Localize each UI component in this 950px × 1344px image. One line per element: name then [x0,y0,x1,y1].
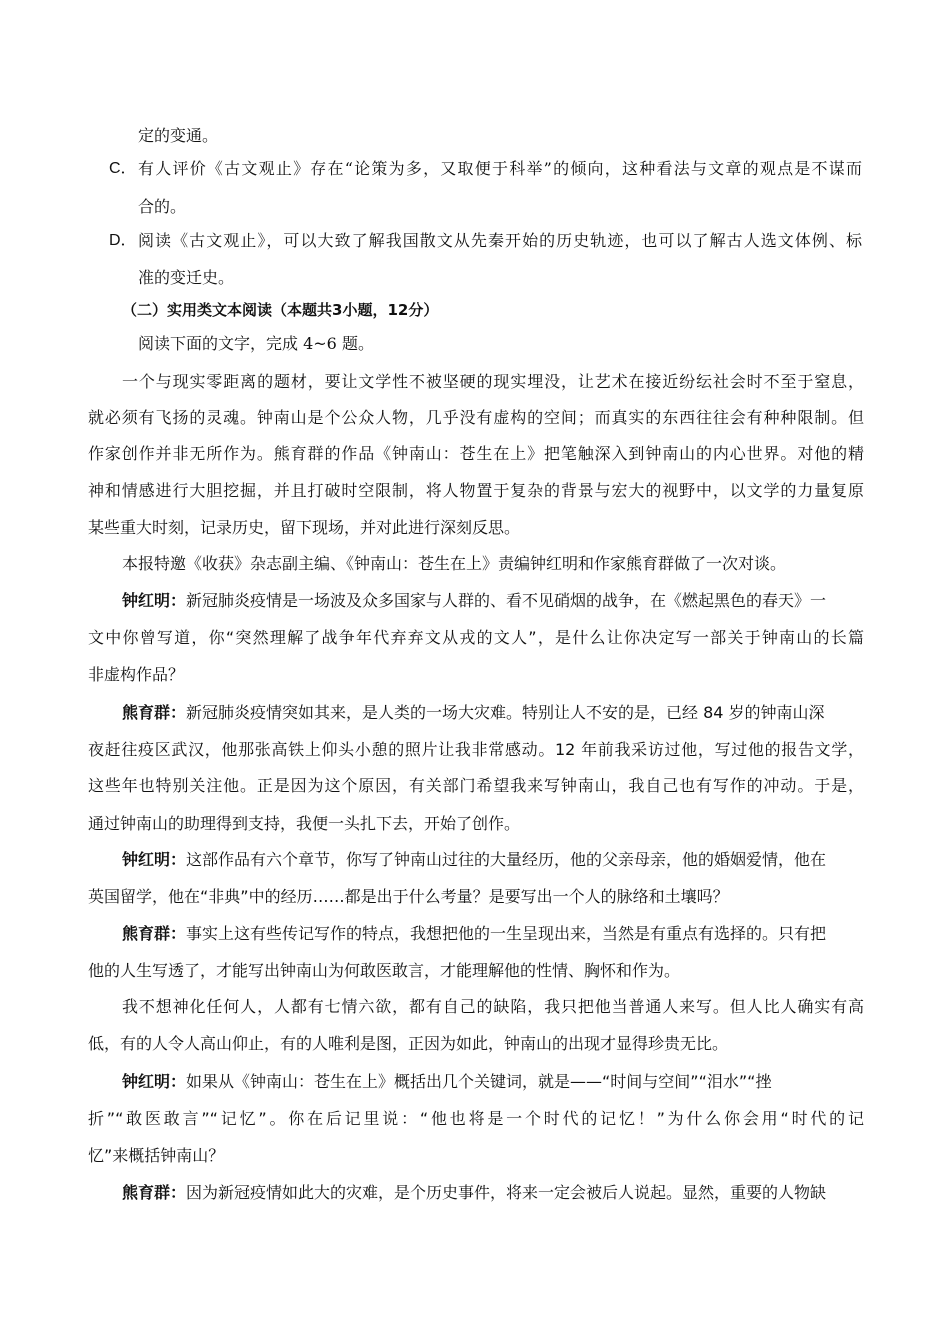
q1-speaker: 钟红明： [122,591,187,610]
q2-text1: 这部作品有六个章节，你写了钟南山过往的大量经历，他的父亲母亲，他的婚姻爱情，他在 [186,850,827,869]
a1-line2: 夜赶往疫区武汉，他那张高铁上仰头小憩的照片让我非常感动。12 年前我采访过他，写过他的报告文学， [88,740,864,759]
a2-text1: 事实上这有些传记写作的特点，我想把他的一生呈现出来，当然是有重点有选择的。只有把 [186,924,827,943]
article-p1-line1: 一个与现实零距离的题材，要让文学性不被坚硬的现实埋没，让艺术在接近纷纭社会时不至于窒息， [122,372,864,391]
a2b-line2: 低，有的人令人高山仰止，有的人唯利是图，正因为如此，钟南山的出现才显得珍贵无比。 [88,1034,729,1053]
q1-line3: 非虚构作品？ [88,665,185,684]
article-p1-line2: 就必须有飞扬的灵魂。钟南山是个公众人物，几乎没有虚构的空间；而真实的东西往往会有种种限制。但 [88,408,864,427]
a1-speaker: 熊育群： [122,703,187,722]
option-c-line2: 合的。 [138,197,187,216]
a3-text1: 因为新冠疫情如此大的灾难，是个历史事件，将来一定会被后人说起。显然，重要的人物缺 [186,1183,827,1202]
a3-line1 [122,1182,864,1204]
a3-speaker: 熊育群： [122,1183,187,1202]
q1-line1 [122,590,864,612]
q3-line1 [122,1071,864,1093]
article-p2-line1: 本报特邀《收获》杂志副主编、《钟南山：苍生在上》责编钟红明和作家熊育群做了一次对谈。 [122,554,787,573]
a2b-line1: 我不想神化任何人，人都有七情六欲，都有自己的缺陷，我只把他当普通人来写。但人比人确实有高 [122,997,864,1016]
a2-line1 [122,923,864,945]
q1-text1: 新冠肺炎疫情是一场波及众多国家与人群的、看不见硝烟的战争，在《燃起黑色的春天》一 [186,591,827,610]
q2-line2: 英国留学，他在“非典”中的经历……都是出于什么考量？是要写出一个人的脉络和土壤吗？ [88,887,729,906]
option-d-line2: 准的变迁史。 [138,268,235,287]
section-heading: （二）实用类文本阅读（本题共3小题，12分） [122,301,439,319]
article-p1-line3: 作家创作并非无所作为。熊育群的作品《钟南山：苍生在上》把笔触深入到钟南山的内心世界。对他的精 [88,444,864,463]
q2-line1 [122,849,864,871]
a1-line4: 通过钟南山的助理得到支持，我便一头扎下去，开始了创作。 [88,814,521,833]
article-p1-line5: 某些重大时刻，记录历史，留下现场，并对此进行深刻反思。 [88,518,521,537]
option-b-tail: 定的变通。 [138,126,219,145]
a1-line3: 这些年也特别关注他。正是因为这个原因，有关部门希望我来写钟南山，我自己也有写作的冲动。于是， [88,776,864,795]
q3-speaker: 钟红明： [122,1072,187,1091]
q1-line2: 文中你曾写道，你“突然理解了战争年代弃弃文从戎的文人”，是什么让你决定写一部关于钟南山的长篇 [88,628,864,647]
q3-line3: 忆”来概括钟南山？ [88,1146,225,1165]
option-c-letter: C． [109,160,137,177]
section-instruction: 阅读下面的文字，完成 4~6 题。 [138,334,374,353]
option-c-line1: 有人评价《古文观止》存在“论策为多，又取便于科举”的倾向，这种看法与文章的观点是不谋而 [138,159,862,178]
option-d-line1: 阅读《古文观止》，可以大致了解我国散文从先秦开始的历史轨迹，也可以了解古人选文体例、标 [138,231,862,250]
a1-line1 [122,702,864,724]
option-d-letter: D． [109,232,137,249]
q3-line2: 折”“敢医敢言”“记忆”。你在后记里说：“他也将是一个时代的记忆！”为什么你会用“时代的记 [88,1109,864,1128]
a1-text1: 新冠肺炎疫情突如其来，是人类的一场大灾难。特别让人不安的是，已经 84 岁的钟南山深 [186,703,825,722]
a2-speaker: 熊育群： [122,924,187,943]
article-p1-line4: 神和情感进行大胆挖掘，并且打破时空限制，将人物置于复杂的背景与宏大的视野中，以文学的力量复原 [88,481,864,500]
q3-text1: 如果从《钟南山：苍生在上》概括出几个关键词，就是——“时间与空间”“泪水”“挫 [186,1072,772,1091]
q2-speaker: 钟红明： [122,850,187,869]
a2-line2: 他的人生写透了，才能写出钟南山为何敢医敢言，才能理解他的性情、胸怀和作为。 [88,961,681,980]
